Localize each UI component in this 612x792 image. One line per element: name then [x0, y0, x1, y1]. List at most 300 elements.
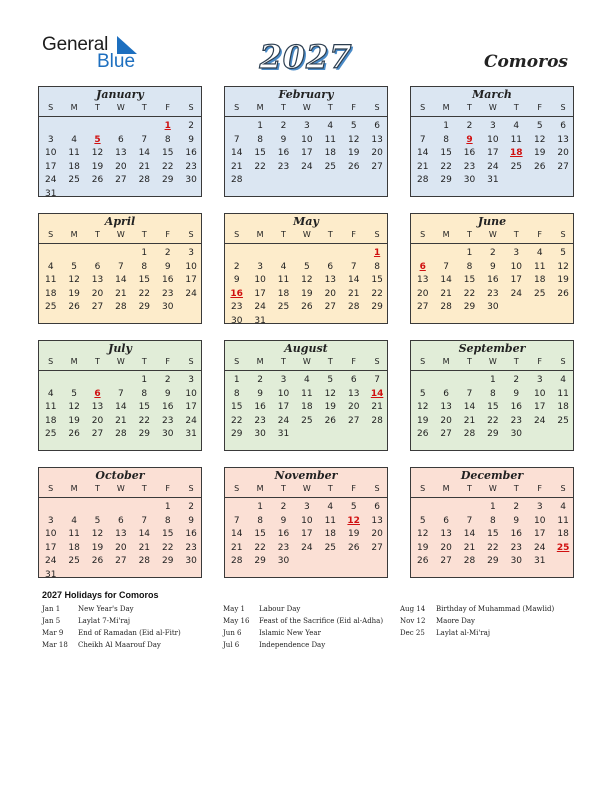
- day-cell: 31: [254, 315, 266, 326]
- day-cell: 28: [416, 175, 429, 185]
- day-cell: 26: [68, 302, 80, 312]
- day-cell: 5: [419, 515, 426, 526]
- day-cell: 18: [557, 402, 569, 412]
- day-cell: 19: [91, 542, 104, 553]
- day-cell: 28: [115, 429, 127, 439]
- day-cell: 10: [487, 134, 499, 145]
- holiday-item: [42, 629, 222, 641]
- day-cell: 7: [374, 375, 380, 385]
- weekday-label: W: [302, 357, 311, 366]
- day-cell: 21: [347, 288, 360, 299]
- holiday-date: Jan 5: [42, 617, 61, 625]
- day-cell: 2: [188, 502, 194, 512]
- day-cell: 17: [533, 402, 546, 412]
- day-cell: 1: [490, 375, 496, 385]
- day-cell: 7: [141, 515, 148, 526]
- day-cell: 21: [138, 542, 151, 553]
- day-cell: 4: [327, 121, 334, 131]
- day-cell: 6: [443, 515, 449, 526]
- day-cell: 29: [161, 175, 174, 185]
- day-cell: 19: [68, 288, 80, 299]
- day-cell: 10: [533, 515, 546, 526]
- holiday-date: Mar 9: [42, 629, 64, 637]
- holiday-day-cell: 16: [230, 288, 243, 299]
- day-cell: 12: [68, 275, 80, 285]
- day-cell: 24: [44, 175, 57, 185]
- day-cell: 29: [138, 302, 151, 312]
- day-cell: 4: [513, 121, 520, 131]
- holiday-column: [42, 605, 222, 653]
- day-cell: 27: [440, 556, 452, 566]
- month-february: [224, 86, 388, 197]
- day-cell: 20: [324, 288, 337, 299]
- weekday-label: S: [188, 103, 194, 112]
- brand-name-blue: Blue: [97, 51, 136, 72]
- day-cell: 21: [440, 288, 452, 299]
- day-cell: 11: [68, 148, 80, 158]
- month-june: [410, 213, 574, 324]
- day-cell: 11: [277, 275, 290, 285]
- day-cell: 4: [536, 248, 543, 258]
- day-cell: 19: [301, 288, 313, 299]
- day-cell: 8: [257, 515, 263, 526]
- day-cell: 17: [44, 542, 57, 553]
- day-cell: 2: [257, 375, 263, 385]
- day-cell: 3: [257, 261, 263, 272]
- weekday-label: S: [188, 357, 194, 366]
- day-cell: 16: [185, 148, 197, 158]
- day-cell: 23: [185, 161, 197, 172]
- day-cell: 14: [440, 275, 452, 285]
- day-cell: 28: [463, 556, 476, 566]
- day-cell: 17: [185, 275, 197, 285]
- day-cell: 25: [324, 161, 337, 172]
- day-cell: 30: [277, 556, 290, 566]
- weekday-label: M: [256, 103, 264, 112]
- day-cell: 11: [44, 275, 57, 285]
- holiday-name: Cheikh Al Maarouf Day: [78, 641, 161, 649]
- weekday-label: M: [256, 484, 264, 493]
- day-cell: 4: [47, 388, 54, 399]
- month-october: [38, 467, 202, 578]
- weekday-label: S: [420, 103, 426, 112]
- day-cell: 19: [416, 415, 429, 426]
- month-title: June: [477, 215, 507, 228]
- day-cell: 3: [304, 121, 310, 131]
- day-cell: 22: [487, 415, 499, 426]
- day-cell: 1: [257, 502, 263, 512]
- month-title: August: [284, 342, 328, 355]
- weekday-label: S: [374, 357, 380, 366]
- month-title: March: [472, 88, 512, 101]
- day-cell: 3: [188, 248, 194, 258]
- day-cell: 3: [47, 134, 54, 145]
- day-cell: 25: [510, 161, 523, 172]
- weekday-label: W: [488, 103, 497, 112]
- weekday-label: T: [95, 230, 100, 239]
- weekday-header: [411, 102, 573, 117]
- day-cell: 18: [324, 529, 337, 539]
- month-title: July: [108, 342, 132, 355]
- day-cell: 15: [254, 148, 266, 158]
- weekday-label: T: [141, 103, 147, 112]
- day-cell: 6: [327, 261, 334, 272]
- day-cell: 29: [463, 302, 476, 312]
- day-cell: 22: [138, 415, 151, 426]
- day-cell: 12: [347, 134, 360, 145]
- day-cell: 24: [185, 415, 197, 426]
- day-cell: 21: [138, 161, 151, 172]
- day-cell: 28: [371, 415, 383, 426]
- day-cell: 1: [233, 375, 240, 385]
- day-cell: 27: [371, 542, 383, 553]
- day-cell: 24: [510, 288, 523, 299]
- day-cell: 29: [371, 302, 383, 312]
- day-cell: 23: [230, 302, 243, 312]
- day-cell: 30: [254, 429, 266, 439]
- weekday-label: S: [48, 484, 54, 493]
- day-cell: 10: [510, 261, 523, 272]
- day-cell: 12: [301, 275, 313, 285]
- day-cell: 11: [68, 529, 80, 539]
- day-cell: 25: [68, 556, 80, 566]
- day-cell: 27: [115, 556, 127, 566]
- day-cell: 21: [115, 288, 127, 299]
- weekday-header: [225, 229, 387, 244]
- day-cell: 12: [416, 529, 429, 539]
- day-cell: 6: [443, 388, 449, 399]
- day-cell: 9: [257, 388, 263, 399]
- country-name: Comoros: [483, 52, 568, 72]
- day-cell: 19: [557, 275, 569, 285]
- day-cell: 9: [188, 515, 194, 526]
- weekday-label: T: [141, 230, 147, 239]
- day-cell: 24: [301, 542, 313, 553]
- day-cell: 7: [419, 134, 426, 145]
- day-cell: 21: [230, 161, 243, 172]
- day-cell: 28: [138, 556, 151, 566]
- holiday-name: Laylat 7-Mi'raj: [78, 617, 131, 625]
- day-cell: 29: [487, 429, 499, 439]
- day-cell: 17: [44, 161, 57, 172]
- day-cell: 1: [257, 121, 263, 131]
- day-cell: 10: [301, 515, 313, 526]
- day-cell: 13: [115, 529, 127, 539]
- day-cell: 15: [463, 275, 476, 285]
- day-cell: 5: [419, 388, 426, 399]
- day-cell: 4: [280, 261, 287, 272]
- day-cell: 6: [374, 502, 380, 512]
- weekday-label: T: [95, 103, 100, 112]
- day-cell: 29: [161, 556, 174, 566]
- holiday-day-cell: 6: [419, 261, 426, 272]
- day-cell: 4: [560, 375, 566, 385]
- day-cell: 11: [557, 388, 569, 399]
- day-cell: 25: [533, 288, 546, 299]
- weekday-label: F: [537, 103, 542, 112]
- day-cell: 20: [440, 542, 452, 553]
- day-cell: 2: [280, 121, 287, 131]
- day-cell: 28: [115, 302, 127, 312]
- day-cell: 9: [280, 515, 287, 526]
- day-cell: 12: [91, 148, 104, 158]
- day-cell: 19: [347, 529, 360, 539]
- weekday-label: S: [560, 484, 566, 493]
- day-cell: 24: [185, 288, 197, 299]
- day-cell: 22: [440, 161, 452, 172]
- day-cell: 27: [557, 161, 569, 172]
- weekday-label: S: [234, 103, 240, 112]
- day-cell: 31: [44, 188, 57, 199]
- day-cell: 20: [91, 415, 104, 426]
- day-cell: 30: [230, 315, 243, 326]
- day-cell: 19: [68, 415, 80, 426]
- day-cell: 8: [141, 261, 148, 272]
- holiday-day-cell: 5: [94, 134, 101, 145]
- day-cell: 15: [138, 402, 151, 412]
- day-cell: 13: [324, 275, 337, 285]
- day-cell: 15: [487, 529, 499, 539]
- day-cell: 13: [91, 402, 104, 412]
- weekday-label: S: [48, 103, 54, 112]
- holiday-name: Feast of the Sacrifice (Eid al-Adha): [259, 617, 384, 625]
- day-cell: 10: [185, 388, 197, 399]
- weekday-label: F: [351, 103, 356, 112]
- weekday-label: T: [141, 484, 147, 493]
- day-cell: 23: [161, 288, 174, 299]
- day-cell: 20: [91, 288, 104, 299]
- holiday-list-title: 2027 Holidays for Comoros: [42, 590, 159, 600]
- day-cell: 16: [510, 529, 523, 539]
- day-cell: 8: [141, 388, 148, 399]
- holiday-day-cell: 12: [347, 515, 360, 526]
- weekday-label: S: [374, 484, 380, 493]
- day-cell: 10: [44, 529, 57, 539]
- day-cell: 8: [233, 388, 240, 399]
- holiday-name: Labour Day: [259, 605, 301, 613]
- holiday-item: [223, 617, 403, 629]
- holiday-item: [400, 605, 580, 617]
- holiday-date: May 1: [223, 605, 245, 613]
- day-cell: 28: [138, 175, 151, 185]
- day-cell: 22: [487, 542, 499, 553]
- weekday-label: T: [141, 357, 147, 366]
- month-title: November: [274, 469, 338, 482]
- day-cell: 11: [301, 388, 313, 399]
- holiday-name: Birthday of Muhammad (Mawlid): [436, 605, 555, 613]
- day-cell: 17: [185, 402, 197, 412]
- day-cell: 27: [416, 302, 429, 312]
- day-cell: 31: [487, 175, 499, 185]
- day-cell: 16: [185, 529, 197, 539]
- day-cell: 13: [91, 275, 104, 285]
- day-cell: 18: [277, 288, 290, 299]
- day-cell: 1: [141, 248, 148, 258]
- holiday-day-cell: 25: [556, 542, 570, 553]
- day-cell: 9: [513, 515, 520, 526]
- weekday-label: M: [70, 357, 78, 366]
- day-cell: 22: [371, 288, 383, 299]
- day-cell: 13: [557, 134, 569, 145]
- day-cell: 30: [487, 302, 499, 312]
- weekday-label: S: [374, 230, 380, 239]
- holiday-date: Jun 6: [223, 629, 242, 637]
- day-cell: 3: [513, 248, 520, 258]
- day-cell: 8: [490, 388, 496, 399]
- day-cell: 6: [94, 261, 101, 272]
- holiday-name: Maore Day: [436, 617, 476, 625]
- day-cell: 22: [254, 542, 266, 553]
- day-cell: 30: [161, 429, 174, 439]
- months-grid: [38, 86, 576, 582]
- holiday-column: [400, 605, 580, 641]
- day-cell: 10: [44, 148, 57, 158]
- weekday-label: M: [70, 230, 78, 239]
- day-cell: 2: [466, 121, 473, 131]
- calendar-year: 2027: [259, 38, 353, 76]
- weekday-label: S: [234, 484, 240, 493]
- day-cell: 20: [371, 529, 383, 539]
- weekday-label: T: [281, 103, 286, 112]
- day-cell: 8: [466, 261, 473, 272]
- day-cell: 29: [230, 429, 243, 439]
- day-cell: 30: [185, 556, 197, 566]
- weekday-label: S: [48, 357, 54, 366]
- day-cell: 16: [254, 402, 266, 412]
- day-cell: 31: [185, 429, 197, 439]
- day-cell: 5: [350, 502, 357, 512]
- day-cell: 18: [44, 288, 57, 299]
- day-cell: 7: [443, 261, 449, 272]
- month-title: September: [458, 342, 526, 355]
- weekday-label: T: [327, 484, 333, 493]
- day-cell: 19: [91, 161, 104, 172]
- day-cell: 24: [533, 542, 546, 553]
- day-cell: 1: [466, 248, 473, 258]
- day-cell: 15: [138, 275, 151, 285]
- day-cell: 18: [324, 148, 337, 158]
- holiday-date: Jul 6: [223, 641, 240, 649]
- day-cell: 25: [301, 415, 313, 426]
- day-cell: 3: [188, 375, 194, 385]
- holiday-name: Independence Day: [259, 641, 326, 649]
- day-cell: 26: [347, 161, 360, 172]
- day-cell: 5: [71, 261, 77, 272]
- holiday-day-cell: 6: [94, 388, 101, 399]
- weekday-label: T: [95, 357, 100, 366]
- day-cell: 5: [94, 515, 101, 526]
- day-cell: 1: [490, 502, 496, 512]
- day-cell: 7: [233, 515, 240, 526]
- month-may: [224, 213, 388, 324]
- day-cell: 26: [68, 429, 80, 439]
- weekday-label: F: [537, 484, 542, 493]
- day-cell: 21: [230, 542, 243, 553]
- day-cell: 24: [44, 556, 57, 566]
- day-cell: 22: [161, 542, 174, 553]
- day-cell: 29: [254, 556, 266, 566]
- day-cell: 26: [91, 175, 104, 185]
- day-cell: 3: [536, 375, 543, 385]
- weekday-header: [225, 356, 387, 371]
- day-cell: 2: [164, 375, 171, 385]
- weekday-label: S: [420, 484, 426, 493]
- weekday-label: W: [302, 484, 311, 493]
- day-cell: 10: [254, 275, 266, 285]
- day-cell: 24: [301, 161, 313, 172]
- day-cell: 19: [347, 148, 360, 158]
- day-cell: 24: [277, 415, 290, 426]
- day-cell: 13: [115, 148, 127, 158]
- day-cell: 4: [47, 261, 54, 272]
- day-cell: 8: [164, 515, 171, 526]
- day-cell: 26: [91, 556, 104, 566]
- day-cell: 9: [513, 388, 520, 399]
- weekday-label: T: [513, 103, 519, 112]
- day-cell: 29: [138, 429, 151, 439]
- day-cell: 25: [557, 415, 569, 426]
- weekday-header: [39, 483, 201, 498]
- day-cell: 7: [141, 134, 148, 145]
- day-cell: 9: [164, 388, 171, 399]
- day-cell: 27: [324, 302, 337, 312]
- day-cell: 17: [510, 275, 523, 285]
- weekday-label: F: [537, 357, 542, 366]
- day-cell: 30: [463, 175, 476, 185]
- day-cell: 28: [230, 175, 243, 185]
- day-cell: 3: [304, 502, 310, 512]
- day-cell: 11: [324, 515, 337, 526]
- day-cell: 28: [440, 302, 452, 312]
- day-cell: 8: [374, 261, 380, 272]
- day-cell: 24: [254, 302, 266, 312]
- weekday-label: F: [351, 484, 356, 493]
- day-cell: 30: [510, 429, 523, 439]
- day-cell: 28: [230, 556, 243, 566]
- holiday-date: May 16: [223, 617, 250, 625]
- day-cell: 20: [347, 402, 360, 412]
- day-cell: 20: [557, 148, 569, 158]
- month-september: [410, 340, 574, 451]
- day-cell: 2: [490, 248, 496, 258]
- day-cell: 23: [510, 542, 523, 553]
- day-cell: 6: [560, 121, 566, 131]
- day-cell: 16: [277, 148, 290, 158]
- holiday-item: [223, 605, 403, 617]
- day-cell: 23: [510, 415, 523, 426]
- weekday-label: T: [467, 357, 472, 366]
- day-cell: 7: [466, 388, 473, 399]
- day-cell: 18: [301, 402, 313, 412]
- weekday-label: F: [351, 230, 356, 239]
- weekday-label: S: [560, 230, 566, 239]
- day-cell: 3: [536, 502, 543, 512]
- day-cell: 3: [490, 121, 496, 131]
- day-cell: 30: [161, 302, 174, 312]
- day-cell: 4: [327, 502, 334, 512]
- day-cell: 17: [487, 148, 499, 158]
- holiday-name: End of Ramadan (Eid al-Fitr): [78, 629, 181, 637]
- weekday-label: T: [467, 230, 472, 239]
- day-cell: 5: [350, 121, 357, 131]
- day-cell: 5: [536, 121, 543, 131]
- weekday-header: [39, 356, 201, 371]
- holiday-name: Islamic New Year: [259, 629, 321, 637]
- day-cell: 15: [161, 529, 174, 539]
- day-cell: 15: [487, 402, 499, 412]
- day-cell: 31: [44, 569, 57, 580]
- day-cell: 2: [164, 248, 171, 258]
